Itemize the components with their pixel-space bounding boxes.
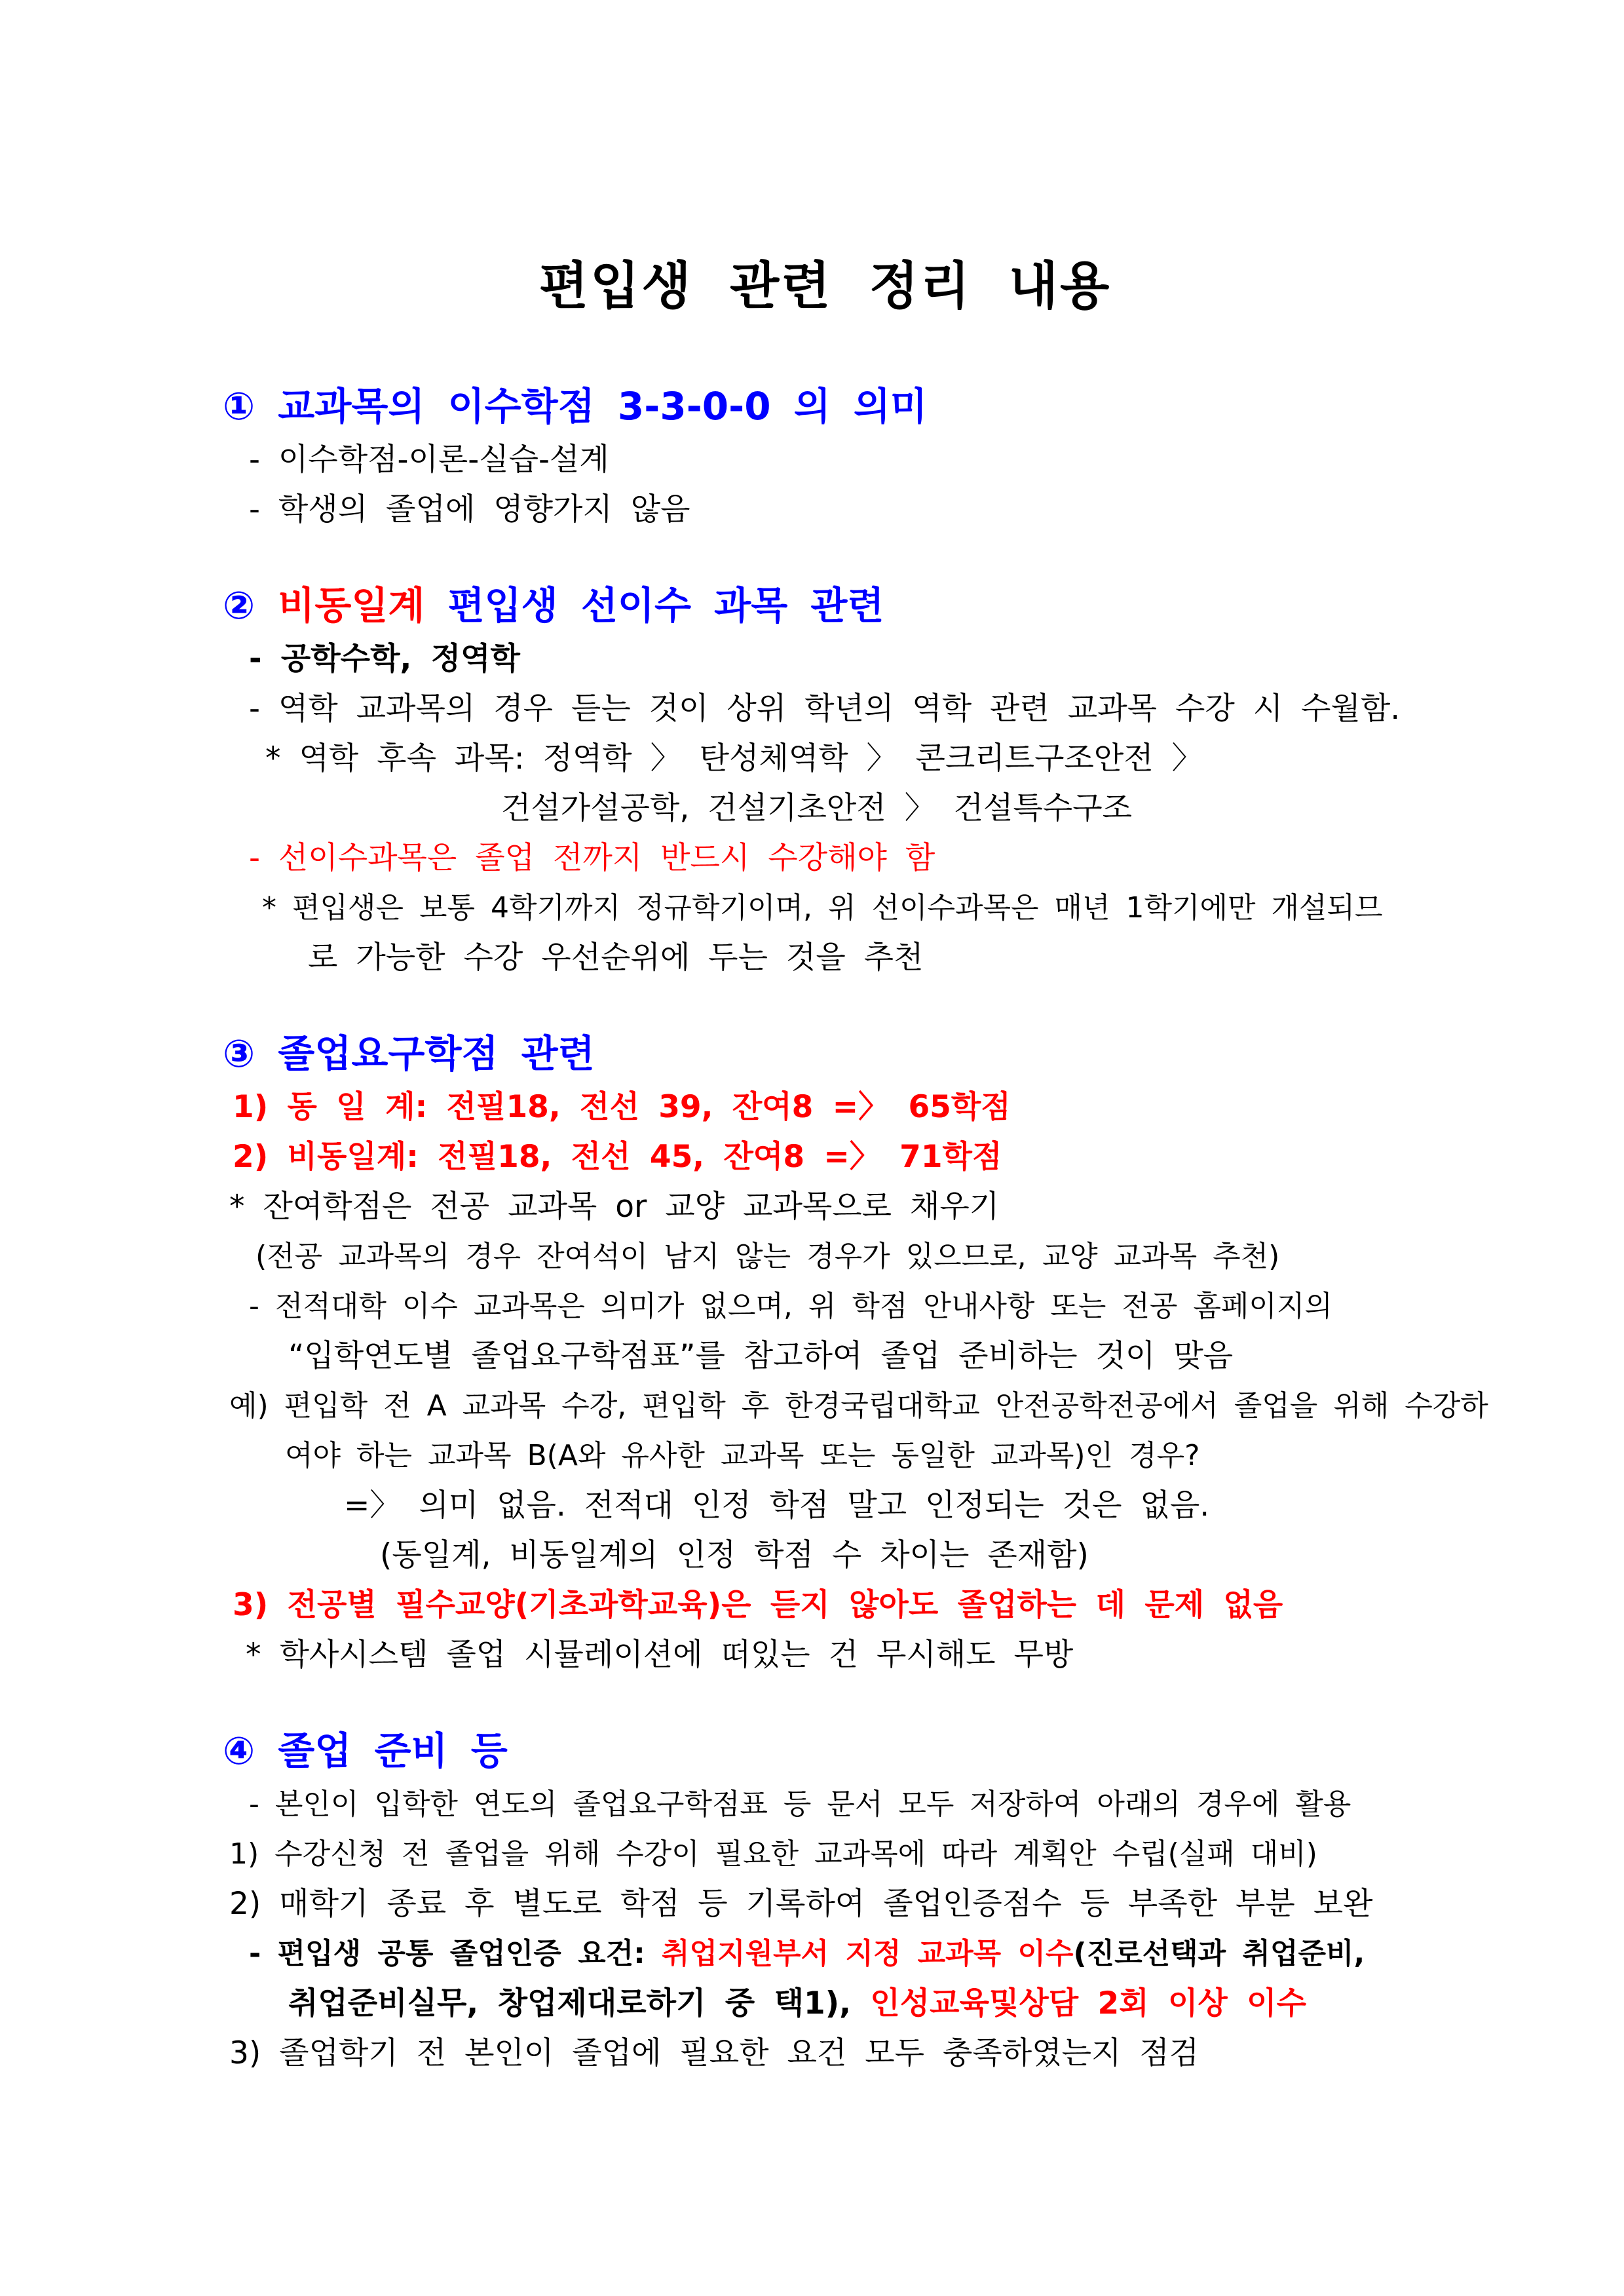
section-header bbox=[223, 1722, 1427, 1780]
text-segment: 예) 편입학 전 A 교과목 수강, 편입학 후 한경국립대학교 안전공학전공에서 졸업을 위해 수강하 bbox=[229, 1388, 1488, 1423]
text-segment: - 공학수학, 정역학 bbox=[249, 640, 520, 677]
text-segment: 취업지원부서 지정 교과목 이수 bbox=[662, 1936, 1074, 1970]
doc-line bbox=[223, 634, 1427, 684]
doc-line bbox=[223, 734, 1427, 784]
doc-line bbox=[223, 1780, 1427, 1829]
text-segment: 건설가설공학, 건설기초안전 〉 건설특수구조 bbox=[501, 790, 1132, 826]
text-segment: 1) 수강신청 전 졸업을 위해 수강이 필요한 교과목에 따라 계획안 수립(실패 대비) bbox=[229, 1837, 1317, 1871]
text-segment: ③ 졸업요구학점 관련 bbox=[223, 1031, 595, 1076]
text-segment: * 편입생은 보통 4학기까지 정규학기이며, 위 선이수과목은 매년 1학기에만 개설되므 bbox=[262, 890, 1383, 925]
text-segment: 3) 졸업학기 전 본인이 졸업에 필요한 요건 모두 충족하였는지 점검 bbox=[229, 2035, 1199, 2071]
doc-line bbox=[223, 1979, 1427, 2029]
doc-line bbox=[223, 1232, 1427, 1282]
text-segment: (진로선택과 취업준비, bbox=[1073, 1936, 1365, 1970]
text-segment: - 본인이 입학한 연도의 졸업요구학점표 등 문서 모두 저장하여 아래의 경우에 활용 bbox=[249, 1787, 1351, 1821]
text-segment: 인성교육및상담 2회 이상 이수 bbox=[870, 1985, 1306, 2021]
text-segment: 로 가능한 수강 우선순위에 두는 것을 추천 bbox=[308, 939, 924, 976]
text-segment: * 역학 후속 과목: 정역학 〉 탄성체역학 〉 콘크리트구조안전 〉 bbox=[265, 740, 1203, 776]
text-segment: =〉 의미 없음. 전적대 인정 학점 말고 인정되는 것은 없음. bbox=[344, 1487, 1210, 1523]
doc-line bbox=[223, 1531, 1427, 1580]
doc-line bbox=[223, 1282, 1427, 1331]
doc-line bbox=[223, 1929, 1427, 1979]
doc-line bbox=[223, 1082, 1427, 1132]
section-header bbox=[223, 577, 1427, 634]
text-segment: 3) 전공별 필수교양(기초과학교육)은 듣지 않아도 졸업하는 데 문제 없음 bbox=[233, 1586, 1283, 1623]
text-segment: 2) 비동일계: 전필18, 전선 45, 잔여8 =〉 71학점 bbox=[233, 1138, 1002, 1175]
text-segment: * 잔여학점은 전공 교과목 or 교양 교과목으로 채우기 bbox=[229, 1188, 1000, 1225]
doc-line bbox=[223, 883, 1427, 933]
text-segment: 편입생 선이수 과목 관련 bbox=[425, 583, 884, 628]
doc-line bbox=[223, 1879, 1427, 1929]
section-header bbox=[223, 377, 1427, 435]
text-segment: (전공 교과목의 경우 잔여석이 남지 않는 경우가 있으므로, 교양 교과목 추천) bbox=[255, 1239, 1280, 1273]
text-segment: ① 교과목의 이수학점 3-3-0-0 의 의미 bbox=[223, 383, 928, 429]
text-segment: 2) 매학기 종료 후 별도로 학점 등 기록하여 졸업인증점수 등 부족한 부분 보완 bbox=[229, 1885, 1373, 1922]
text-segment: 비동일계 bbox=[278, 583, 425, 628]
doc-line bbox=[223, 2029, 1427, 2078]
doc-line bbox=[223, 684, 1427, 734]
text-segment: - 전적대학 이수 교과목은 의미가 없으며, 위 학점 안내사항 또는 전공 홈페이지의 bbox=[249, 1289, 1332, 1323]
text-segment: ④ 졸업 준비 등 bbox=[223, 1728, 508, 1773]
doc-line bbox=[223, 933, 1427, 983]
text-segment: “입학연도별 졸업요구학점표”를 참고하여 졸업 준비하는 것이 맞음 bbox=[288, 1337, 1234, 1374]
section-header bbox=[223, 1025, 1427, 1082]
text-segment: 취업준비실무, 창업제대로하기 중 택1), bbox=[288, 1985, 871, 2021]
text-segment: - 학생의 졸업에 영향가지 않음 bbox=[249, 491, 690, 527]
doc-line bbox=[223, 1381, 1488, 1431]
text-segment: ② bbox=[223, 583, 278, 628]
text-segment: 1) 동 일 계: 전필18, 전선 39, 잔여8 =〉 65학점 bbox=[233, 1088, 1011, 1125]
text-segment: 여야 하는 교과목 B(A와 유사한 교과목 또는 동일한 교과목)인 경우? bbox=[285, 1438, 1200, 1472]
doc-line bbox=[223, 1431, 1427, 1481]
doc-line bbox=[223, 784, 1427, 833]
doc-line bbox=[223, 435, 1427, 485]
doc-line bbox=[223, 833, 1427, 883]
doc-line bbox=[223, 1182, 1427, 1232]
doc-line bbox=[223, 1829, 1427, 1879]
text-segment: (동일계, 비동일계의 인정 학점 수 차이는 존재함) bbox=[380, 1537, 1089, 1573]
text-segment: - 역학 교과목의 경우 듣는 것이 상위 학년의 역학 관련 교과목 수강 시 수월함. bbox=[249, 690, 1401, 727]
doc-content bbox=[223, 377, 1488, 2078]
text-segment: * 학사시스템 졸업 시뮬레이션에 떠있는 건 무시해도 무방 bbox=[246, 1636, 1074, 1673]
doc-line bbox=[223, 1481, 1427, 1531]
doc-line bbox=[223, 1331, 1427, 1381]
text-segment: - 편입생 공통 졸업인증 요건: bbox=[249, 1936, 662, 1970]
doc-line bbox=[223, 485, 1427, 535]
doc-line bbox=[223, 1630, 1427, 1680]
page-title: 편입생 관련 정리 내용 bbox=[538, 257, 1112, 316]
text-segment: - 선이수과목은 졸업 전까지 반드시 수강해야 함 bbox=[249, 839, 935, 876]
text-segment: - 이수학점-이론-실습-설계 bbox=[249, 441, 609, 478]
doc-line bbox=[223, 1580, 1427, 1630]
doc-line bbox=[223, 1132, 1427, 1182]
